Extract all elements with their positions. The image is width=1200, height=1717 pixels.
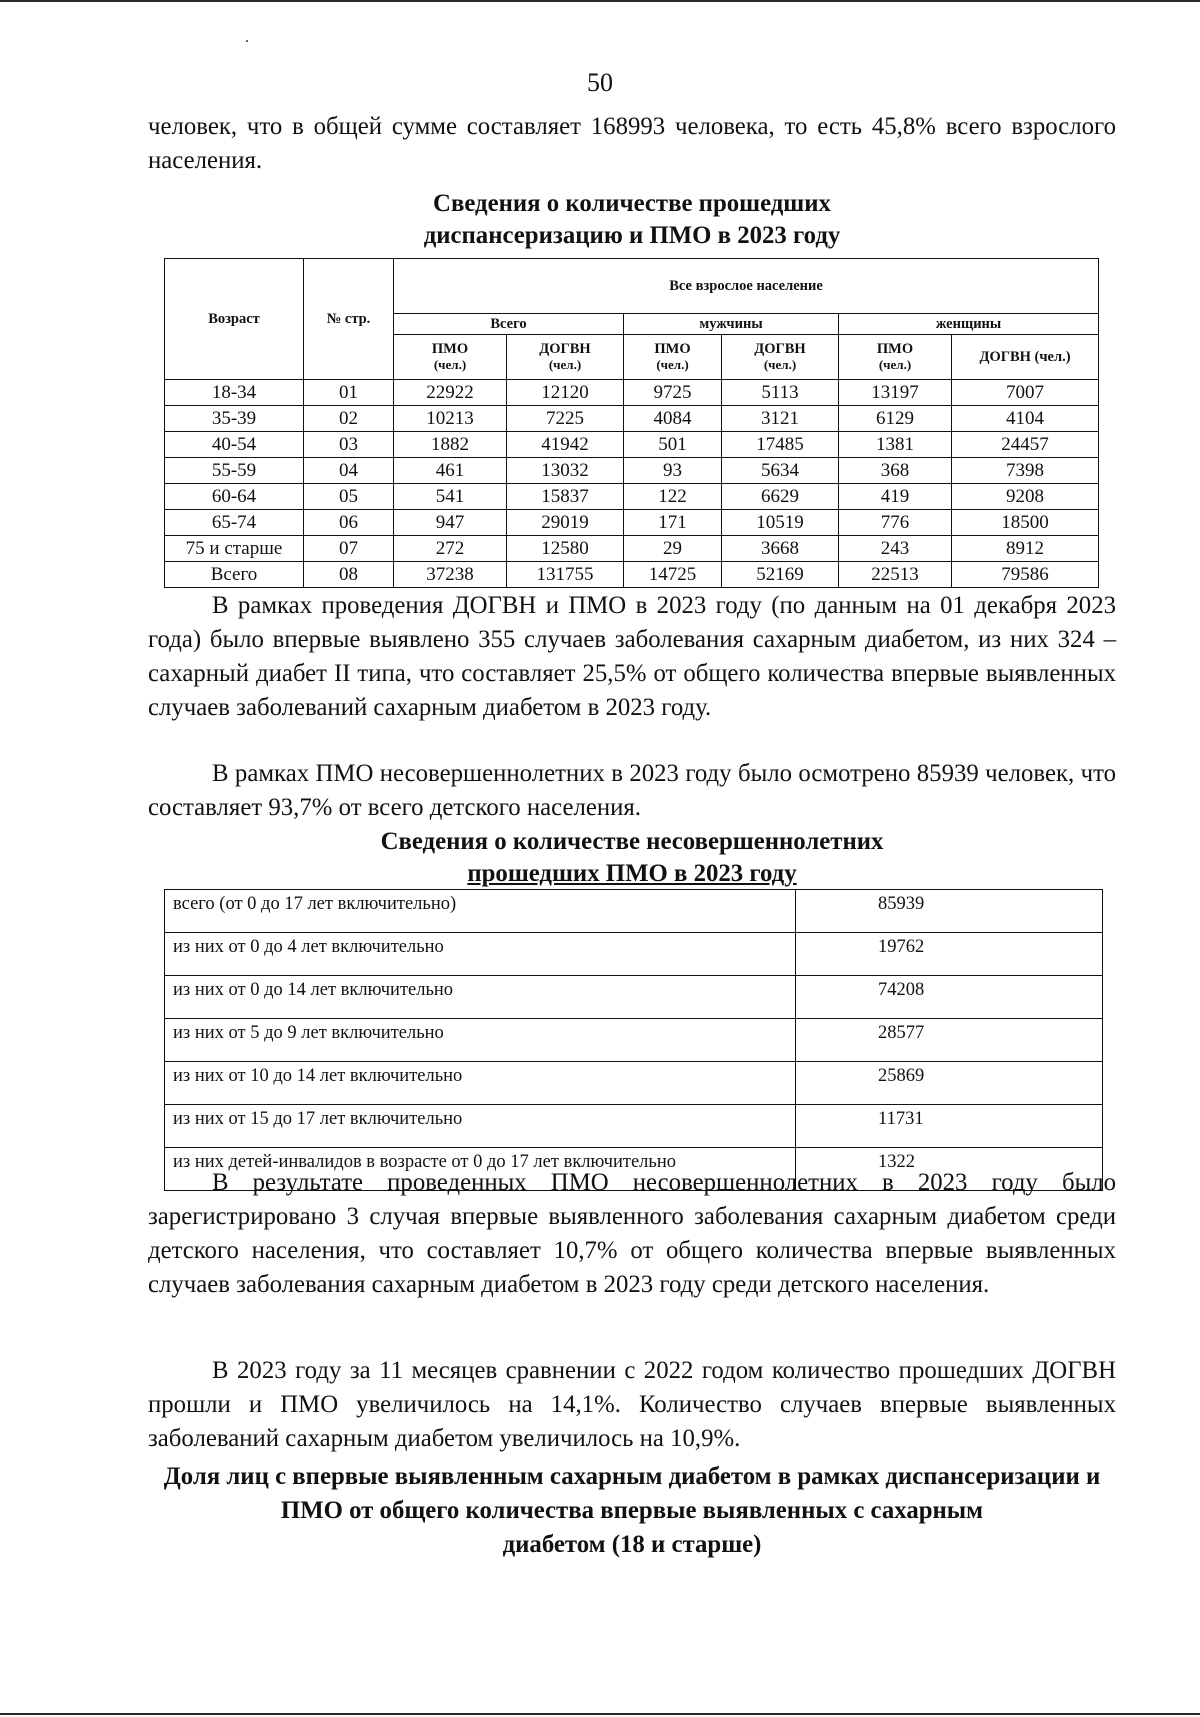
table-cell-value: 19762 <box>796 933 1103 976</box>
table-cell-value: 11731 <box>796 1105 1103 1148</box>
table-cell-total-pmo: 541 <box>394 484 507 510</box>
comparison-paragraph: В 2023 году за 11 месяцев сравнении с 2022 годом количество прошедших ДОГВН прошли и ПМО увеличилось на 14,1%. Количество случаев впервые выявленных заболеваний сахарным диабетом увеличилось на 10,9%. <box>148 1357 1116 1452</box>
header-row-number: № стр. <box>304 259 394 380</box>
table-cell-women-dogvn: 7398 <box>952 458 1099 484</box>
table-cell-age: 60-64 <box>165 484 304 510</box>
table-cell-total-dogvn: 12120 <box>507 380 624 406</box>
table-cell-age: 35-39 <box>165 406 304 432</box>
table-cell-men-dogvn: 5113 <box>722 380 839 406</box>
table-cell-label: всего (от 0 до 17 лет включительно) <box>165 890 796 933</box>
table-cell-total-dogvn: 131755 <box>507 562 624 588</box>
minors-block <box>148 757 1116 825</box>
minors-screening-table <box>164 889 1103 1191</box>
final-heading <box>148 1460 1116 1562</box>
table2-title-line1: Сведения о количестве несовершеннолетних <box>380 828 884 855</box>
table-cell-total-pmo: 1882 <box>394 432 507 458</box>
table-cell-men-dogvn: 6629 <box>722 484 839 510</box>
header-women-pmo: ПМО (чел.) <box>839 335 952 380</box>
table-cell-total-dogvn: 12580 <box>507 536 624 562</box>
table-row <box>165 1105 1103 1148</box>
table-cell-women-dogvn: 7007 <box>952 380 1099 406</box>
table-row <box>165 976 1103 1019</box>
table-row <box>165 562 1099 588</box>
table-cell-total-pmo: 947 <box>394 510 507 536</box>
children-diabetes-block <box>148 1166 1116 1302</box>
table2-title-line2: прошедших ПМО в 2023 году <box>467 860 797 887</box>
table-cell-men-pmo: 9725 <box>624 380 722 406</box>
table-cell-total-pmo: 22922 <box>394 380 507 406</box>
table-cell-label: из них детей-инвалидов в возрасте от 0 до 17 лет включительно <box>165 1148 796 1191</box>
table-row <box>165 380 1099 406</box>
table-cell-no: 07 <box>304 536 394 562</box>
table-row <box>165 458 1099 484</box>
header-women-dogvn: ДОГВН (чел.) <box>952 335 1099 380</box>
table-cell-no: 08 <box>304 562 394 588</box>
table-cell-age: 55-59 <box>165 458 304 484</box>
table-cell-label: из них от 5 до 9 лет включительно <box>165 1019 796 1062</box>
table-row <box>165 933 1103 976</box>
diabetes-adults-paragraph: В рамках проведения ДОГВН и ПМО в 2023 году (по данным на 01 декабря 2023 года) было впервые выявлено 355 случаев заболевания сахарным диабетом, из них 324 – сахарный диабет II типа, что составляет 25,5% от общего количества впервые выявленных случаев заболеваний сахарным диабетом в 2023 году. <box>148 592 1116 721</box>
table-cell-total-pmo: 37238 <box>394 562 507 588</box>
table-cell-men-dogvn: 3668 <box>722 536 839 562</box>
header-age: Возраст <box>165 259 304 380</box>
table-cell-total-dogvn: 7225 <box>507 406 624 432</box>
table-cell-no: 02 <box>304 406 394 432</box>
table-cell-age: 40-54 <box>165 432 304 458</box>
table-cell-men-pmo: 4084 <box>624 406 722 432</box>
table2-title <box>148 826 1116 890</box>
table-cell-total-pmo: 10213 <box>394 406 507 432</box>
header-men-dogvn: ДОГВН (чел.) <box>722 335 839 380</box>
table-cell-total-dogvn: 29019 <box>507 510 624 536</box>
header-women: женщины <box>839 314 1099 335</box>
table-cell-no: 01 <box>304 380 394 406</box>
header-total: Всего <box>394 314 624 335</box>
table-cell-women-pmo: 419 <box>839 484 952 510</box>
final-heading-line2: диабетом (18 и старше) <box>502 1531 762 1558</box>
table-row <box>165 1019 1103 1062</box>
table-cell-age: 75 и старше <box>165 536 304 562</box>
table1-title-line2: диспансеризацию и ПМО в 2023 году <box>423 222 841 249</box>
table-cell-age: 65-74 <box>165 510 304 536</box>
table-cell-women-pmo: 13197 <box>839 380 952 406</box>
table-cell-no: 06 <box>304 510 394 536</box>
table-cell-men-pmo: 29 <box>624 536 722 562</box>
table-cell-age: 18-34 <box>165 380 304 406</box>
header-total-dogvn: ДОГВН (чел.) <box>507 335 624 380</box>
table-cell-men-dogvn: 3121 <box>722 406 839 432</box>
table-cell-value: 25869 <box>796 1062 1103 1105</box>
table-row <box>165 890 1103 933</box>
table-row <box>165 510 1099 536</box>
intro-paragraph: человек, что в общей сумме составляет 168993 человека, то есть 45,8% всего взрослого населения. <box>148 113 1116 174</box>
table-cell-total-pmo: 272 <box>394 536 507 562</box>
table-cell-no: 05 <box>304 484 394 510</box>
scan-speck <box>246 40 248 42</box>
table-cell-value: 85939 <box>796 890 1103 933</box>
table-cell-women-dogvn: 18500 <box>952 510 1099 536</box>
final-heading-line1: Доля лиц с впервые выявленным сахарным диабетом в рамках диспансеризации и ПМО от общего количества впервые выявленных с сахарным <box>163 1463 1101 1524</box>
table-cell-total-pmo: 461 <box>394 458 507 484</box>
adult-screening-table <box>164 258 1099 588</box>
table-cell-label: из них от 0 до 4 лет включительно <box>165 933 796 976</box>
table-cell-total-dogvn: 15837 <box>507 484 624 510</box>
intro-paragraph-block <box>148 110 1116 178</box>
table-cell-women-dogvn: 79586 <box>952 562 1099 588</box>
table-row <box>165 536 1099 562</box>
table-cell-no: 03 <box>304 432 394 458</box>
table-cell-women-pmo: 6129 <box>839 406 952 432</box>
table-row <box>165 406 1099 432</box>
table-cell-age: Всего <box>165 562 304 588</box>
table-row <box>165 484 1099 510</box>
table-cell-value: 28577 <box>796 1019 1103 1062</box>
table-cell-no: 04 <box>304 458 394 484</box>
table-cell-label: из них от 15 до 17 лет включительно <box>165 1105 796 1148</box>
scan-edge-bottom <box>0 1713 1200 1715</box>
scan-edge-top <box>0 0 1200 2</box>
table-cell-label: из них от 10 до 14 лет включительно <box>165 1062 796 1105</box>
table-cell-men-dogvn: 52169 <box>722 562 839 588</box>
table-cell-women-pmo: 1381 <box>839 432 952 458</box>
table-cell-women-dogvn: 8912 <box>952 536 1099 562</box>
diabetes-adults-block <box>148 589 1116 725</box>
table-row <box>165 1062 1103 1105</box>
table-cell-women-pmo: 776 <box>839 510 952 536</box>
table-cell-men-dogvn: 10519 <box>722 510 839 536</box>
table-cell-total-dogvn: 13032 <box>507 458 624 484</box>
table-cell-men-pmo: 501 <box>624 432 722 458</box>
table-cell-women-pmo: 368 <box>839 458 952 484</box>
table1-title-line1: Сведения о количестве прошедших <box>433 190 831 217</box>
table1-title <box>148 188 1116 252</box>
children-diabetes-paragraph: В результате проведенных ПМО несовершеннолетних в 2023 году было зарегистрировано 3 случая впервые выявленного заболевания сахарным диабетом среди детского населения, что составляет 10,7% от общего количества впервые выявленных случаев заболевания сахарным диабетом в 2023 году среди детского населения. <box>148 1169 1116 1298</box>
table-cell-men-pmo: 122 <box>624 484 722 510</box>
header-men-pmo: ПМО (чел.) <box>624 335 722 380</box>
table-cell-men-pmo: 14725 <box>624 562 722 588</box>
comparison-block <box>148 1354 1116 1456</box>
table-cell-women-pmo: 243 <box>839 536 952 562</box>
table-cell-women-dogvn: 9208 <box>952 484 1099 510</box>
page-number: 50 <box>587 68 613 97</box>
table-cell-men-pmo: 171 <box>624 510 722 536</box>
table-cell-men-pmo: 93 <box>624 458 722 484</box>
table-cell-women-pmo: 22513 <box>839 562 952 588</box>
table-row <box>165 432 1099 458</box>
header-total-pmo: ПМО (чел.) <box>394 335 507 380</box>
table-cell-women-dogvn: 4104 <box>952 406 1099 432</box>
header-men: мужчины <box>624 314 839 335</box>
table-cell-men-dogvn: 5634 <box>722 458 839 484</box>
table-cell-men-dogvn: 17485 <box>722 432 839 458</box>
table-cell-value: 74208 <box>796 976 1103 1019</box>
table-cell-label: из них от 0 до 14 лет включительно <box>165 976 796 1019</box>
table-cell-women-dogvn: 24457 <box>952 432 1099 458</box>
table-cell-total-dogvn: 41942 <box>507 432 624 458</box>
table-cell-value: 1322 <box>796 1148 1103 1191</box>
minors-paragraph: В рамках ПМО несовершеннолетних в 2023 году было осмотрено 85939 человек, что составляет 93,7% от всего детского населения. <box>148 760 1116 821</box>
header-population: Все взрослое население <box>394 259 1099 314</box>
